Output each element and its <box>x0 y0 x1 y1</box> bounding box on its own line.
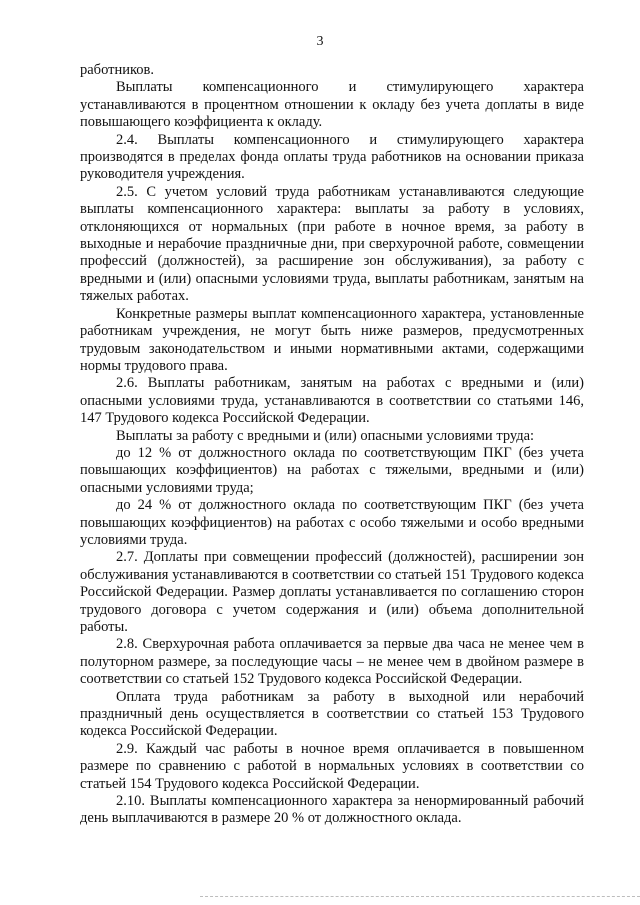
paragraph-continuation: работников. <box>80 62 155 78</box>
paragraph-2-9: 2.9. Каждый час работы в ночное время оплачивается в повышенном размере по сравнению с работой в нормальных условиях в соответствии со статьей 154 Трудового кодекса Российской Федерации. <box>80 740 584 792</box>
paragraph-hazard-payments: Выплаты за работу с вредными и (или) опасными условиями труда: <box>116 427 535 444</box>
page-number: 3 <box>316 34 324 49</box>
list-item-24-percent: до 24 % от должностного оклада по соответствующим ПКГ (без учета повышающих коэффициентов) на работах с особо тяжелыми и особо вредными условиями труда. <box>80 497 584 548</box>
paragraph-percentage-rule: Выплаты компенсационного и стимулирующего характера устанавливаются в процентном отношении к окладу без учета доплаты в виде повышающего коэффициента к окладу. <box>80 79 584 131</box>
paragraph-2-10: 2.10. Выплаты компенсационного характера за ненормированный рабочий день выплачиваются в размере 20 % от должностного оклада. <box>80 793 584 827</box>
document-body <box>80 62 584 828</box>
paragraph-holiday-pay: Оплата труда работникам за работу в выходной или нерабочий праздничный день осуществляется в соответствии со статьей 153 Трудового кодекса Российской Федерации. <box>80 688 584 740</box>
paragraph-2-5: 2.5. С учетом условий труда работникам устанавливаются следующие выплаты компенсационного характера: выплаты за работу в условиях, отклоняющихся от нормальных (при работе в ночное время, за работу в выходные и нерабочие праздничные дни, при сверхурочной работе, совмещении профессий (должностей), за расширение зон обслуживания), за работу с вредными и (или) опасными условиями труда, выплаты работникам, занятым на тяжелых работах. <box>80 183 584 305</box>
scan-edge-divider <box>200 896 640 897</box>
paragraph-2-4: 2.4. Выплаты компенсационного и стимулирующего характера производятся в пределах фонда оплаты труда работников на основании приказа руководителя учреждения. <box>80 131 584 183</box>
list-item-12-percent: до 12 % от должностного оклада по соответствующим ПКГ (без учета повышающих коэффициентов) на работах с тяжелыми, вредными и (или) опасными условиями труда; <box>80 444 584 496</box>
paragraph-specific-amounts: Конкретные размеры выплат компенсационного характера, установленные работникам учреждения, не могут быть ниже размеров, предусмотренных трудовым законодательством и иными нормативными актами, содержащими нормы трудового права. <box>80 305 584 374</box>
paragraph-2-8: 2.8. Сверхурочная работа оплачивается за первые два часа не менее чем в полуторном размере, за последующие часы – не менее чем в двойном размере в соответствии со статьей 152 Трудового кодекса Российской Федерации. <box>80 636 584 688</box>
paragraph-2-6: 2.6. Выплаты работникам, занятым на работах с вредными и (или) опасными условиями труда, устанавливаются в соответствии со статьями 146, 147 Трудового кодекса Российской Федерации. <box>80 375 584 427</box>
paragraph-2-7: 2.7. Доплаты при совмещении профессий (должностей), расширении зон обслуживания устанавливаются в соответствии со статьей 151 Трудового кодекса Российской Федерации. Размер доплаты устанавливается по соглашению сторон трудового договора с учетом содержания и (или) объема дополнительной работы. <box>80 549 584 635</box>
